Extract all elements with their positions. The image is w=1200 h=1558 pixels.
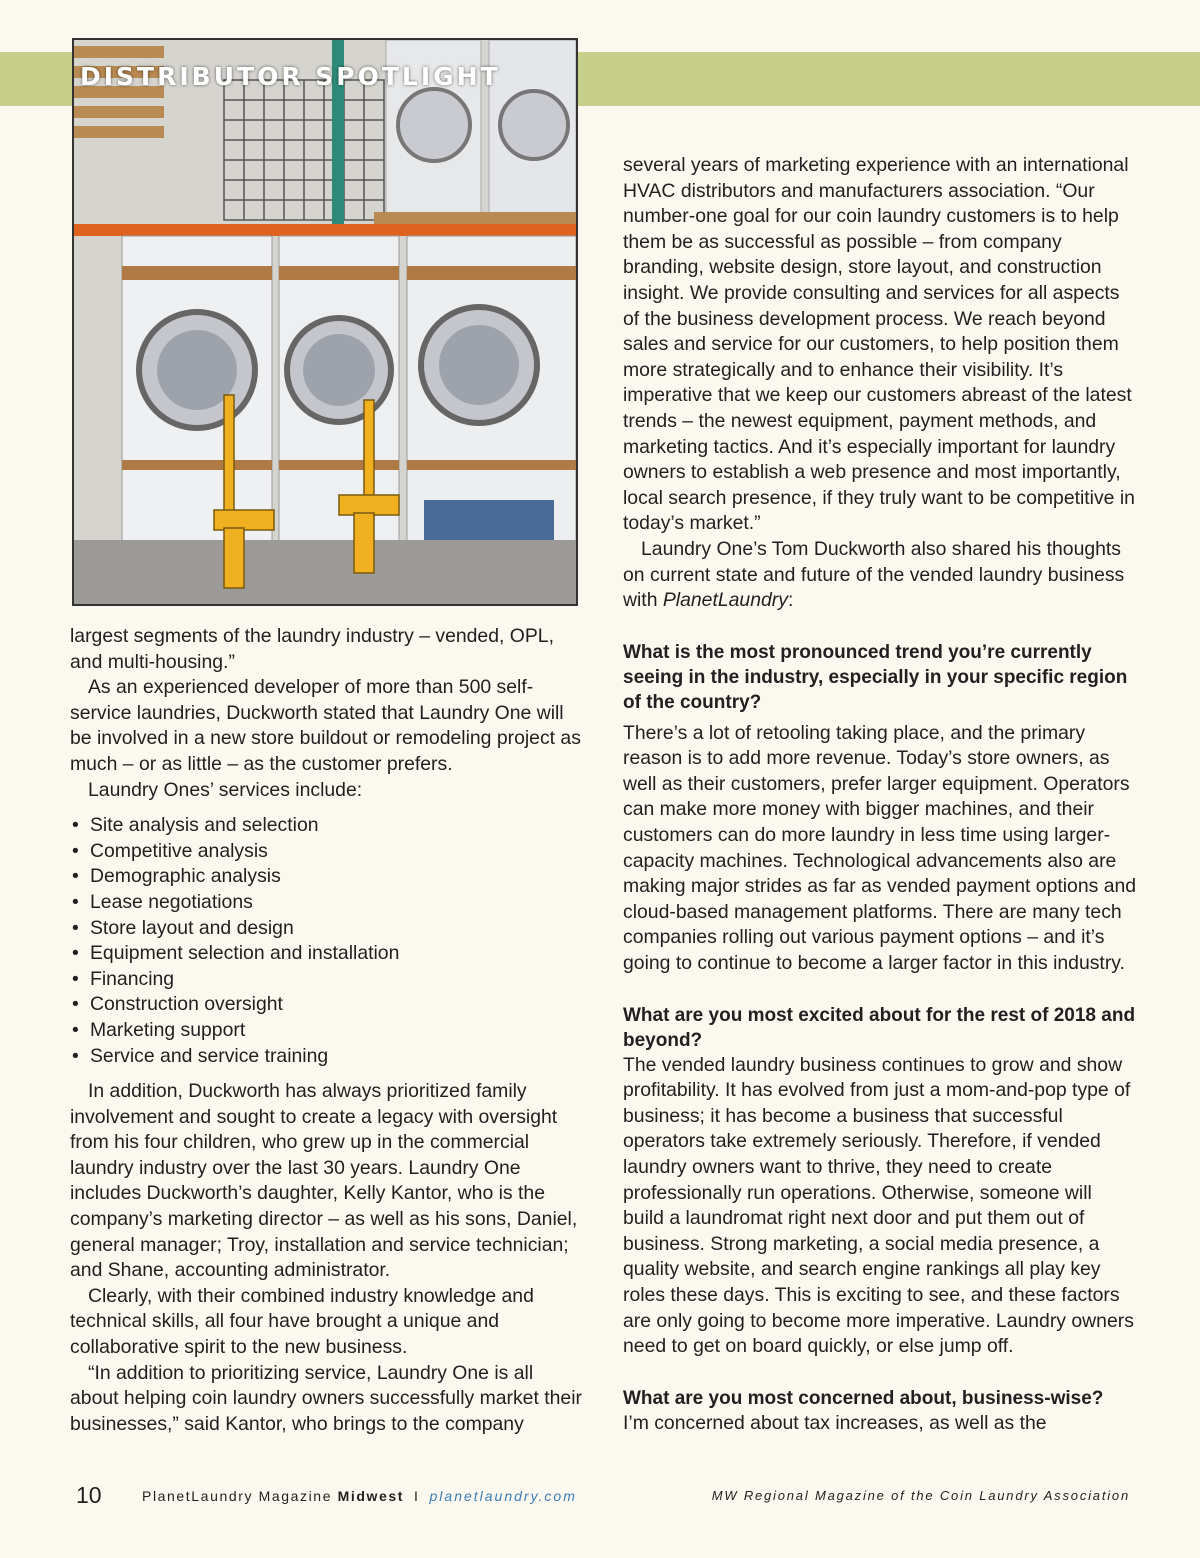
left-paragraph-1: largest segments of the laundry industry – vended, OPL, and multi-housing.” (70, 625, 554, 673)
answer-1: There’s a lot of retooling taking place, and the primary reason is to add more revenue. Today’s store owners, as well as their customers, prefer larger equipment. Operators can make more money with bigger machines, and their customers can do more laundry in less time using larger-capacity machines. Technological advancements also are making major strides as far as vended payment options and cloud-based management platforms. There are many tech companies rolling out various payment options – and it’s going to continue to become a larger factor in this industry. (623, 721, 1137, 975)
right-paragraph-1: several years of marketing experience with an international HVAC distributors and manufacturers association. “Our number-one goal for our coin laundry customers is to help them be as successful as possible – from company branding, website design, store layout, and construction insight. We provide consulting and services for all aspects of the business development process. We reach beyond sales and service for our customers, to help position them more strategically and to enhance their visibility. It’s imperative that we keep our customers abreast of the latest trends – the newest equipment, payment methods, and marketing tactics. And it’s especially important for laundry owners to establish a web presence and most importantly, local search presence, if they truly want to be competitive in today’s market.” (623, 154, 1135, 535)
list-item: • Marketing support (70, 1018, 582, 1044)
list-item: • Construction oversight (70, 992, 582, 1018)
page-number: 10 (76, 1482, 102, 1508)
association-tagline: MW Regional Magazine of the Coin Laundry Association (711, 1488, 1130, 1503)
edition-name: Midwest (337, 1488, 405, 1504)
right-paragraph-2-lead: Laundry One’s Tom Duckworth also shared his thoughts on current state and future of the vended laundry business with (623, 537, 1125, 612)
question-1: What is the most pronounced trend you’re currently seeing in the industry, especially in your specific region of the country? (623, 641, 1128, 713)
answer-2: The vended laundry business continues to grow and show profitability. It has evolved from just a mom-and-pop type of business; it has become a business that successful operators take extremely seriously. Therefore, if vended laundry owners want to thrive, they need to create professionally run operations. Otherwise, someone will build a laundromat right next door and put them out of business. Strong marketing, a social media presence, a quality website, and search engine rankings all play key roles these days. This is exciting to see, and these factors are only going to become more imperative. Laundry owners need to get on board quickly, or else jump off. (623, 1053, 1134, 1358)
left-paragraph-2: As an experienced developer of more than 500 self-service laundries, Duckworth stated that Laundry One will be involved in a new store buildout or remodeling project as much – or as little – as the customer prefers. (70, 676, 581, 775)
answer-3: I’m concerned about tax increases, as well as the (623, 1411, 1047, 1434)
list-item: • Store layout and design (70, 916, 582, 942)
website-link[interactable]: planetlaundry.com (429, 1488, 577, 1504)
footer-separator: I (414, 1488, 420, 1504)
right-paragraph-2 (623, 537, 1137, 614)
page-footer (0, 1480, 1200, 1510)
list-item: • Competitive analysis (70, 839, 582, 865)
publication-name: PlanetLaundry (662, 589, 788, 612)
left-paragraph-3: Laundry Ones’ services include: (88, 778, 363, 801)
section-label: DISTRIBUTOR SPOTLIGHT (80, 62, 501, 91)
left-paragraph-5: Clearly, with their combined industry knowledge and technical skills, all four have brought a unique and collaborative spirit to the new business. (70, 1284, 534, 1359)
list-item: • Financing (70, 967, 582, 993)
services-list (70, 813, 582, 1069)
list-item: • Service and service training (70, 1044, 582, 1070)
magazine-title (142, 1488, 577, 1504)
left-paragraph-4: In addition, Duckworth has always prioritized family involvement and sought to create a legacy with oversight from his four children, who grew up in the commercial laundry industry over the last 30 years. Laundry One includes Duckworth’s daughter, Kelly Kantor, who is the company’s marketing director – as well as his sons, Daniel, general manager; Troy, installation and service technician; and Shane, accounting administrator. (70, 1080, 578, 1282)
left-paragraph-6: “In addition to prioritizing service, Laundry One is all about helping coin laundry owners successfully market their businesses,” said Kantor, who brings to the company (70, 1361, 582, 1435)
left-column (70, 624, 582, 1437)
question-3: What are you most concerned about, business-wise? (623, 1387, 1104, 1409)
list-item: • Demographic analysis (70, 864, 582, 890)
magazine-name: PlanetLaundry Magazine (142, 1488, 338, 1504)
list-item: • Site analysis and selection (70, 813, 582, 839)
right-column (623, 153, 1137, 1436)
list-item: • Equipment selection and installation (70, 941, 582, 967)
question-2: What are you most excited about for the rest of 2018 and beyond? (623, 1004, 1136, 1051)
right-paragraph-2-tail: : (787, 589, 794, 612)
list-item: • Lease negotiations (70, 890, 582, 916)
warehouse-photo (72, 38, 578, 606)
